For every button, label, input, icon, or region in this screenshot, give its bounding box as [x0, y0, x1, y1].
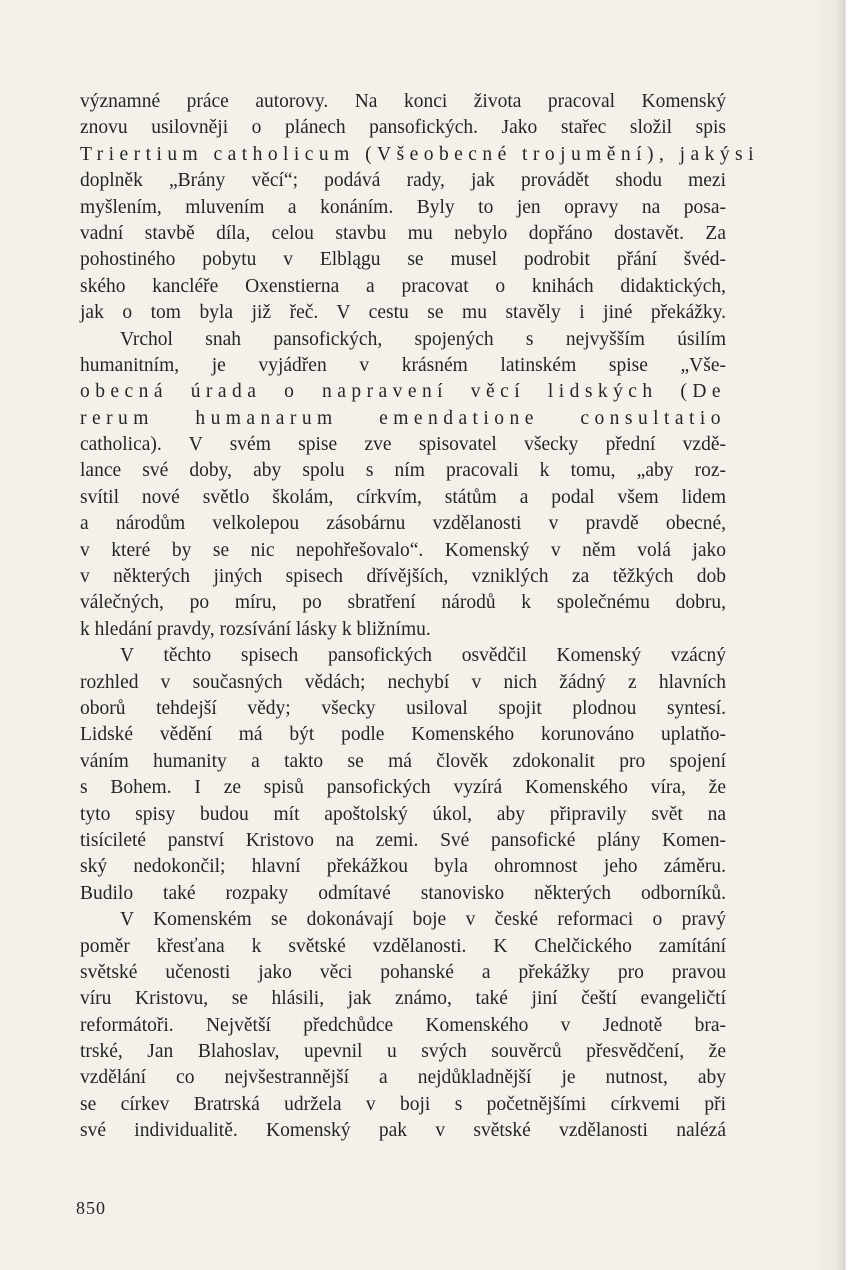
text-line: svítil nové světlo školám, církvím, státům a podal všem lidem: [80, 486, 726, 508]
text-line: tyto spisy budou mít apoštolský úkol, aby připravily svět na: [80, 803, 726, 825]
text-line: rerum humanarum emendatione consultatio: [80, 407, 726, 429]
text-line: své individualitě. Komenský pak v světské vzdělanosti nalézá: [80, 1120, 726, 1142]
text-line: humanitním, je vyjádřen v krásném latinském spise „Vše-: [80, 354, 726, 376]
text-line: s Bohem. I ze spisů pansofických vyzírá Komenského víra, že: [80, 777, 726, 799]
text-line: významné práce autorovy. Na konci života pracoval Komenský: [80, 91, 726, 112]
text-line: pohostiného pobytu v Elblągu se musel podrobit přání švéd-: [80, 249, 726, 271]
text-line: Triertium catholicum (Všeobecné trojumění), jakýsi: [80, 143, 759, 165]
page-edge-shadow: [812, 0, 856, 1270]
body-text: [80, 89, 759, 1145]
text-line: reformátoři. Největší předchůdce Komenského v Jednotě bra-: [80, 1014, 726, 1036]
text-line: Lidské vědění má být podle Komenského korunováno uplatňo-: [80, 724, 726, 746]
text-line: k hledání pravdy, rozsívání lásky k bližnímu.: [80, 618, 431, 640]
text-line: Vrchol snah pansofických, spojených s nejvyšším úsilím: [120, 328, 726, 350]
text-line: ský nedokončil; hlavní překážkou byla ohromnost jeho záměru.: [80, 856, 726, 878]
text-line: vzdělání co nejvšestrannější a nejdůkladnější je nutnost, aby: [80, 1067, 726, 1089]
text-line: poměr křesťana k světské vzdělanosti. K Chelčického zamítání: [80, 935, 726, 957]
text-line: trské, Jan Blahoslav, upevnil u svých souvěrců přesvědčení, že: [80, 1041, 726, 1063]
text-line: rozhled v současných vědách; nechybí v nich žádný z hlavních: [80, 671, 726, 693]
text-line: a národům velkolepou zásobárnu vzdělanosti v pravdě obecné,: [80, 513, 726, 535]
text-line: jak o tom byla již řeč. V cestu se mu stavěly i jiné překážky.: [80, 302, 726, 324]
text-line: myšlením, mluvením a konáním. Byly to jen opravy na posa-: [80, 196, 726, 218]
text-line: obecná úrada o napravení věcí lidských (De: [80, 381, 726, 403]
text-line: oborů tehdejší vědy; všecky usiloval spojit plodnou syntesí.: [80, 697, 726, 719]
text-line: tisícileté panství Kristovo na zemi. Své pansofické plány Komen-: [80, 829, 726, 851]
text-line: V těchto spisech pansofických osvědčil Komenský vzácný: [120, 645, 726, 667]
text-line: světské učenosti jako věci pohanské a překážky pro pravou: [80, 961, 726, 983]
text-line: váním humanity a takto se má člověk zdokonalit pro spojení: [80, 750, 726, 772]
text-line: Budilo také rozpaky odmítavé stanovisko některých odborníků.: [80, 882, 726, 904]
text-line: doplněk „Brány věcí“; podává rady, jak provádět shodu mezi: [80, 170, 726, 192]
text-line: znovu usilovněji o plánech pansofických. Jako stařec složil spis: [80, 117, 726, 139]
text-line: se církev Bratrská udržela v boji s početnějšími církvemi při: [80, 1093, 726, 1115]
text-line: válečných, po míru, po sbratření národů k společnému dobru,: [80, 592, 726, 614]
text-line: víru Kristovu, se hlásili, jak známo, také jiní čeští evangeličtí: [80, 988, 726, 1010]
text-line: V Komenském se dokonávají boje v české reformaci o pravý: [120, 909, 726, 931]
text-line: catholica). V svém spise zve spisovatel všecky přední vzdě-: [80, 434, 726, 456]
text-line: vadní stavbě díla, celou stavbu mu nebylo dopřáno dostavět. Za: [80, 222, 726, 244]
text-line: ského kancléře Oxenstierna a pracovat o knihách didaktických,: [80, 275, 726, 297]
text-line: v některých jiných spisech dřívějších, vzniklých za těžkých dob: [80, 566, 726, 588]
text-line: lance své doby, aby spolu s ním pracovali k tomu, „aby roz-: [80, 460, 726, 482]
text-line: v které by se nic nepohřešovalo“. Komenský v něm volá jako: [80, 539, 726, 561]
page-number: 850: [76, 1198, 106, 1218]
